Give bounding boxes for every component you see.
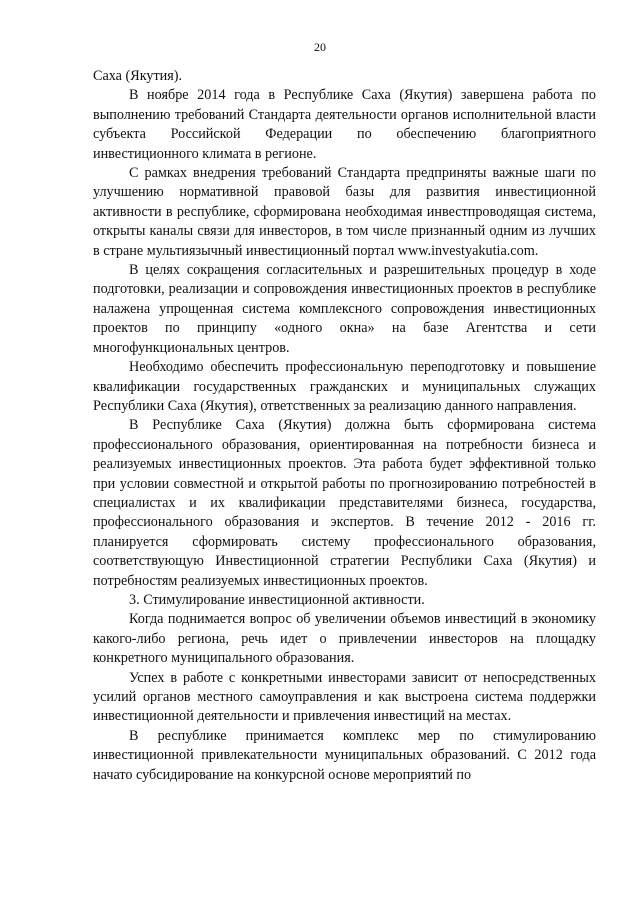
- section-heading-stimulation: 3. Стимулирование инвестиционной активности.: [129, 591, 425, 608]
- paragraph-professional-education: В Республике Саха (Якутия) должна быть сформирована система профессионального образования, ориентированная на потребности бизнеса и реализуемых инвестиционных проектов. Эта работа будет эффективной только при условии совместной и открытой работы по прогнозированию потребностей в специалистах и их квалификации представителями бизнеса, государства, профессионального образования и экспертов. В течение 2012 - 2016 гг. планируется сформировать систему профессионального образования, соответствующую Инвестиционной стратегии Республики Саха (Якутия) и потребностям реализуемых инвестиционных проектов.: [93, 417, 596, 589]
- paragraph-continuation: Саха (Якутия).: [93, 68, 183, 84]
- document-body: [93, 67, 596, 785]
- paragraph-municipal-measures: В республике принимается комплекс мер по стимулированию инвестиционной привлекательности муниципальных образований. С 2012 года начато субсидирование на конкурсной основе мероприятий по: [93, 727, 596, 783]
- paragraph-investment-volume: Когда поднимается вопрос об увеличении объемов инвестиций в экономику какого-либо региона, речь идет о привлечении инвесторов на площадку конкретного муниципального образования.: [93, 611, 596, 667]
- page-number: 20: [314, 40, 326, 54]
- paragraph-retraining: Необходимо обеспечить профессиональную переподготовку и повышение квалификации государственных гражданских и муниципальных служащих Республики Саха (Якутия), ответственных за реализацию данного направления.: [93, 359, 596, 414]
- paragraph-success-factors: Успех в работе с конкретными инвесторами зависит от непосредственных усилий органов местного самоуправления и как выстроена система поддержки инвестиционной деятельности и привлечения инвестиций на местах.: [93, 669, 596, 725]
- paragraph-one-window: В целях сокращения согласительных и разрешительных процедур в ходе подготовки, реализации и сопровождения инвестиционных проектов в республике налажена упрощенная система комплексного сопровождения инвестиционных проектов по принципу «одного окна» на базе Агентства и сети многофункциональных центров.: [93, 262, 596, 356]
- paragraph-standard-completion: В ноябре 2014 года в Республике Саха (Якутия) завершена работа по выполнению требований Стандарта деятельности органов исполнительной власти субъекта Российской Федерации по обеспечению благоприятного инвестиционного климата в регионе.: [93, 87, 596, 162]
- paragraph-standard-implementation: С рамках внедрения требований Стандарта предприняты важные шаги по улучшению нормативной правовой базы для развития инвестиционной активности в республике, сформирована необходимая инвестпроводящая система, открыты каналы связи для инвесторов, в том числе признанный одним из лучших в стране мультиязычный инвестиционный портал www.investyakutia.com.: [93, 165, 596, 259]
